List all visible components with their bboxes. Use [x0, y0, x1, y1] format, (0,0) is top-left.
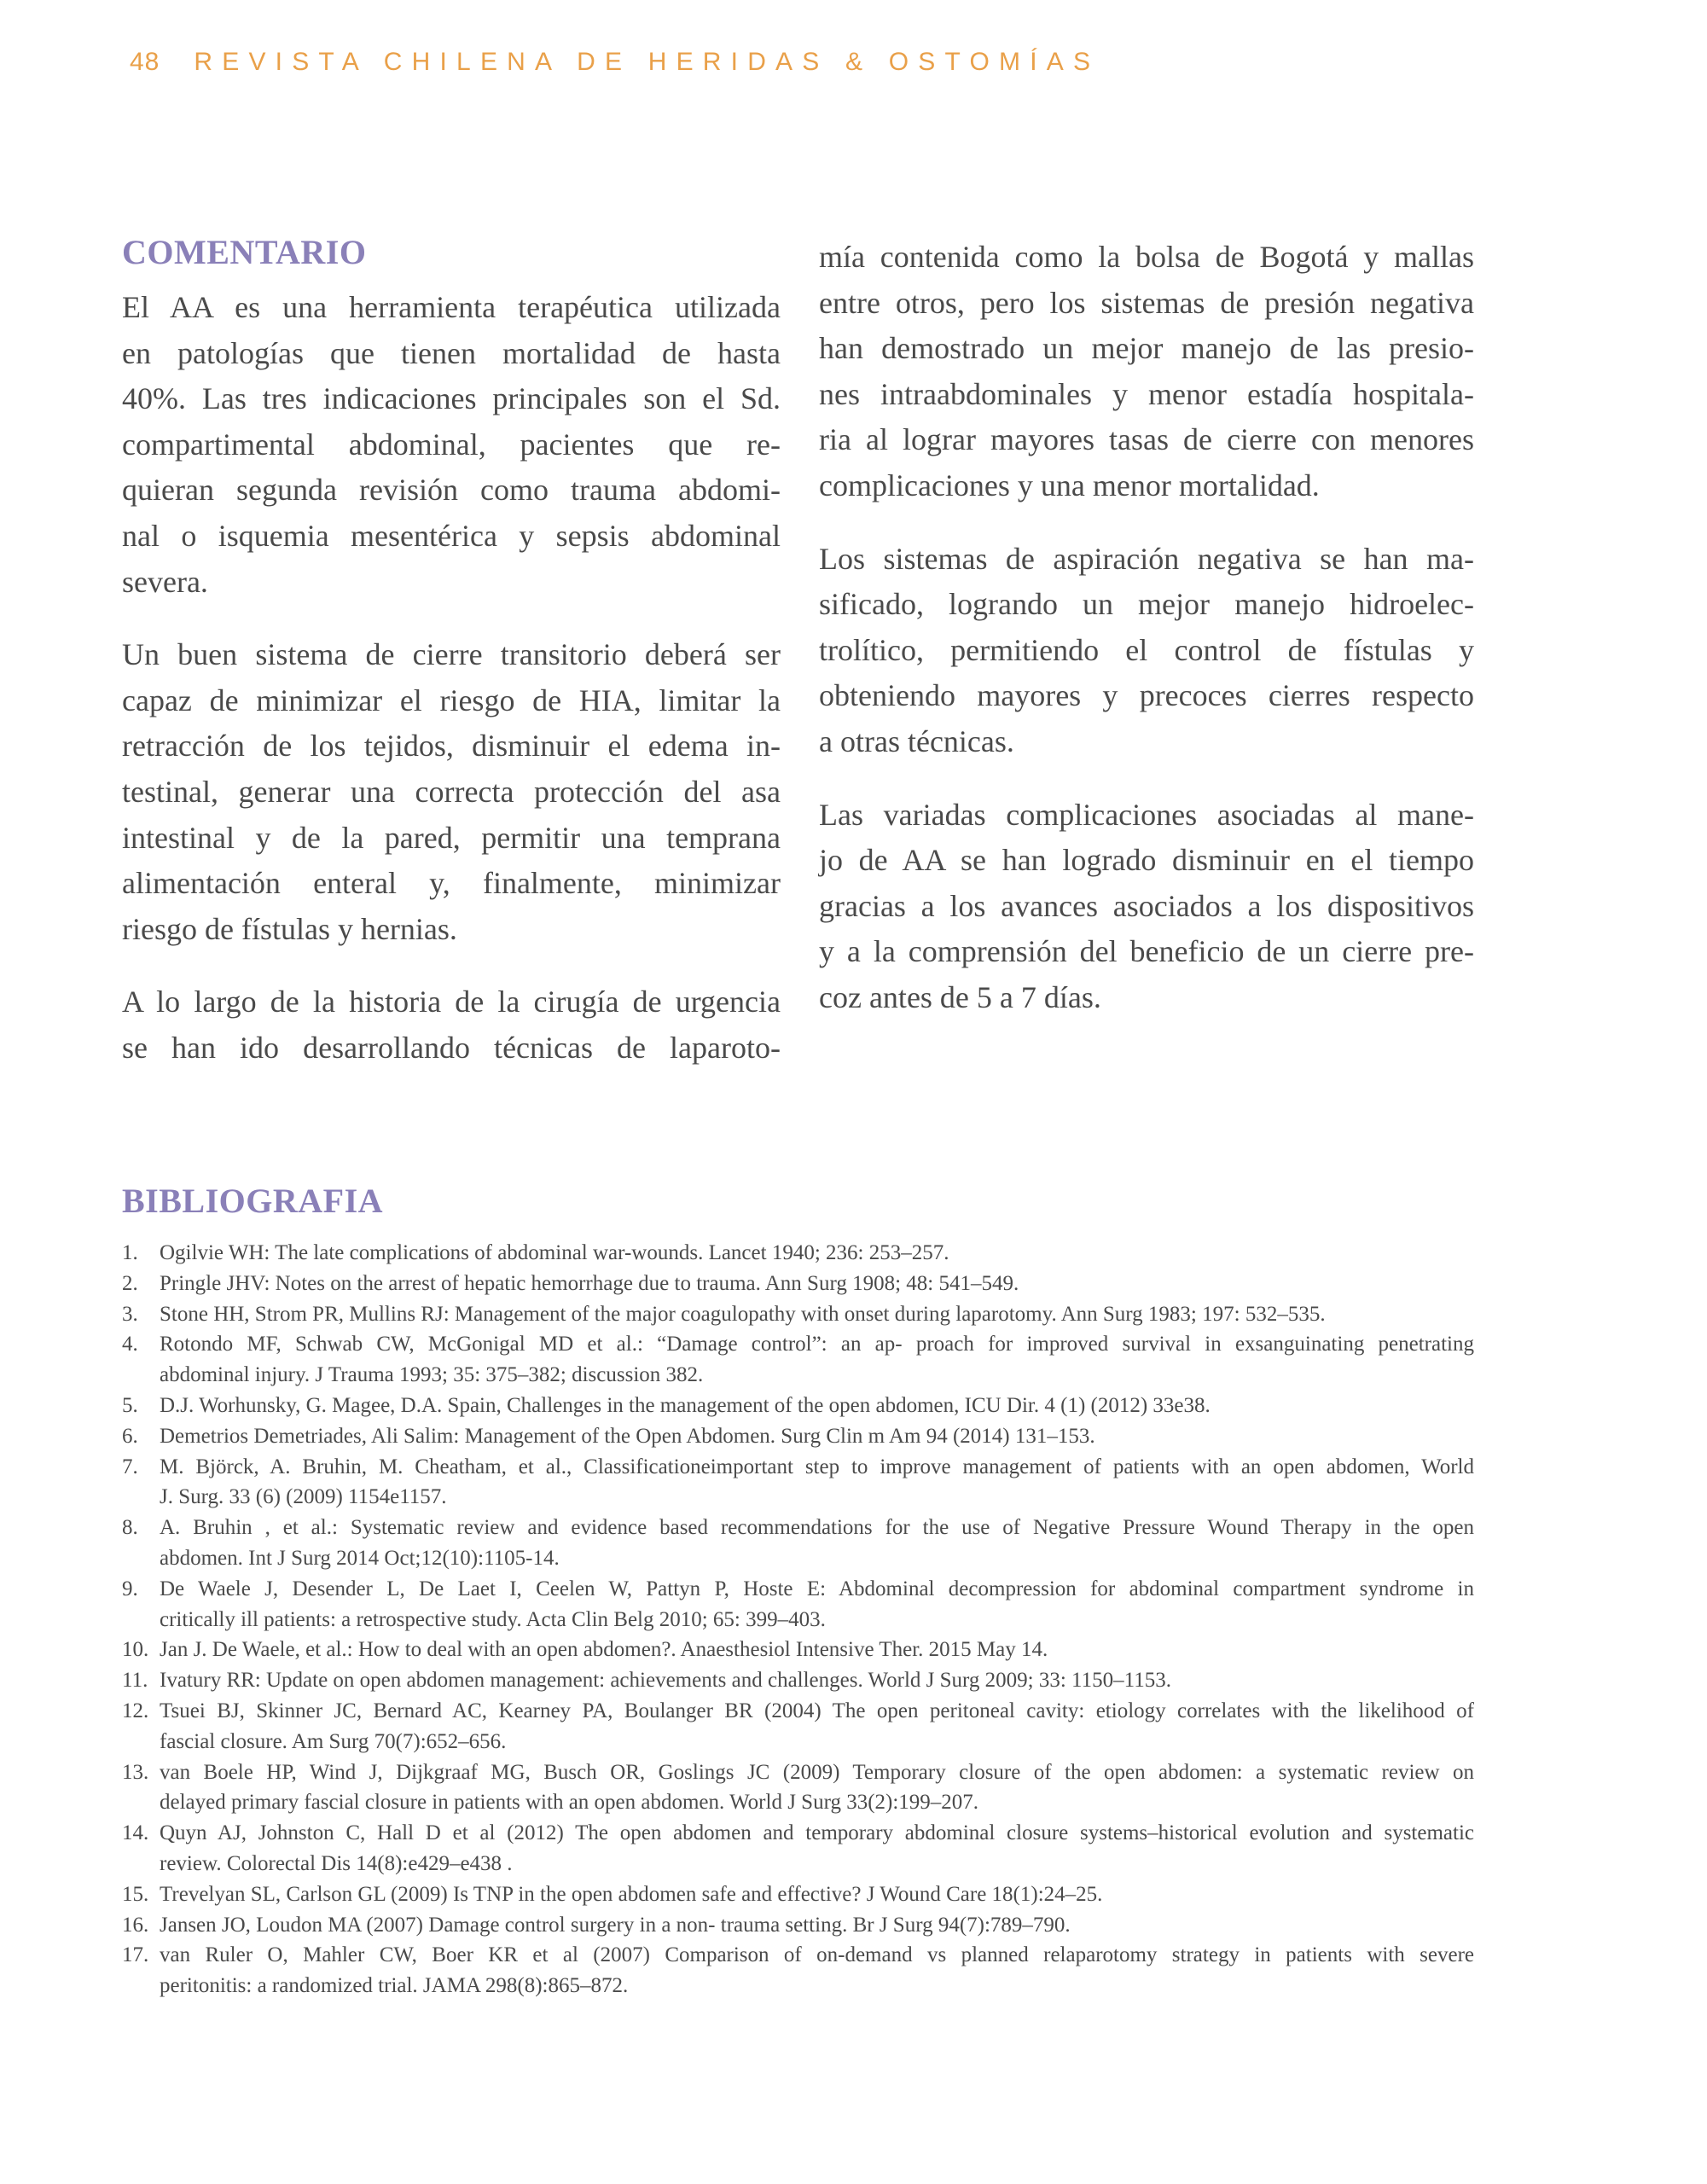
bibliography-line: delayed primary fascial closure in patients with an open abdomen. World J Surg 33(2):199–207. — [160, 1791, 979, 1815]
text-line: a otras técnicas. — [819, 723, 1014, 758]
text-line: jo de AA se han logrado disminuir en el tiempo — [819, 843, 1474, 878]
bibliography-line: Trevelyan SL, Carlson GL (2009) Is TNP in the open abdomen safe and effective? J Wound Care 18(1):24–25. — [160, 1882, 1103, 1906]
bibliography-text — [160, 1910, 1474, 1941]
bibliography-number: 14. — [122, 1821, 149, 1845]
section-title-bibliografia: BIBLIOGRAFIA — [122, 1182, 384, 1220]
bibliography-text — [160, 1452, 1474, 1513]
bibliography-line: Demetrios Demetriades, Ali Salim: Management of the Open Abdomen. Surg Clin m Am 94 (2014) 131–153. — [160, 1424, 1095, 1448]
bibliography-number: 13. — [122, 1760, 149, 1784]
bibliography-number: 9. — [122, 1577, 138, 1600]
bibliography-line: review. Colorectal Dis 14(8):e429–e438 . — [160, 1851, 513, 1875]
bibliography-line: peritonitis: a randomized trial. JAMA 298(8):865–872. — [160, 1974, 629, 1998]
paragraph — [819, 793, 1474, 1021]
text-line: coz antes de 5 a 7 días. — [819, 979, 1101, 1014]
bibliography-number: 3. — [122, 1302, 138, 1326]
bibliography-line: Stone HH, Strom PR, Mullins RJ: Management of the major coagulopathy with onset during laparotomy. Ann Surg 1983; 197: 532–535. — [160, 1302, 1326, 1326]
bibliography-text — [160, 1391, 1474, 1421]
bibliography-text — [160, 1574, 1474, 1635]
bibliography-item — [122, 1635, 1474, 1665]
bibliography-line: van Boele HP, Wind J, Dijkgraaf MG, Busch OR, Goslings JC (2009) Temporary closure of the open abdomen: a systematic review on — [160, 1760, 1474, 1784]
bibliography-number: 15. — [122, 1882, 149, 1906]
text-line: sificado, logrando un mejor manejo hidroelec- — [819, 587, 1474, 622]
bibliography-list — [122, 1238, 1474, 2001]
text-line: en patologías que tienen mortalidad de hasta — [122, 335, 781, 370]
bibliography-text — [160, 1238, 1474, 1269]
bibliography-number: 12. — [122, 1699, 149, 1722]
bibliography-line: Jan J. De Waele, et al.: How to deal with an open abdomen?. Anaesthesiol Intensive Ther. 2015 May 14. — [160, 1638, 1048, 1662]
text-line: severa. — [122, 564, 208, 599]
bibliography-item — [122, 1452, 1474, 1513]
bibliography-number: 8. — [122, 1516, 138, 1540]
bibliography-line: fascial closure. Am Surg 70(7):652–656. — [160, 1729, 507, 1753]
comentario-left-column — [122, 285, 781, 1072]
text-line: Un buen sistema de cierre transitorio deberá ser — [122, 637, 781, 672]
text-line: mía contenida como la bolsa de Bogotá y mallas — [819, 240, 1474, 274]
bibliography-item — [122, 1665, 1474, 1696]
text-line: A lo largo de la historia de la cirugía de urgencia — [122, 985, 781, 1019]
text-line: y a la comprensión del beneficio de un cierre pre- — [819, 934, 1474, 969]
bibliography-number: 10. — [122, 1638, 149, 1662]
bibliography-item — [122, 1940, 1474, 2001]
page-number: 48 — [130, 48, 160, 76]
bibliography-item — [122, 1910, 1474, 1941]
bibliography-number: 1. — [122, 1241, 138, 1264]
paragraph — [122, 285, 781, 605]
text-line: ria al lograr mayores tasas de cierre con menores — [819, 422, 1474, 457]
bibliography-text — [160, 1665, 1474, 1696]
bibliography-number: 6. — [122, 1424, 138, 1448]
bibliography-line: J. Surg. 33 (6) (2009) 1154e1157. — [160, 1485, 447, 1509]
text-line: riesgo de fístulas y hernias. — [122, 911, 457, 946]
bibliography-number: 4. — [122, 1333, 138, 1356]
text-line: complicaciones y una menor mortalidad. — [819, 468, 1320, 502]
bibliography-text — [160, 1635, 1474, 1665]
paragraph — [122, 979, 781, 1071]
bibliography-line: van Ruler O, Mahler CW, Boer KR et al (2007) Comparison of on-demand vs planned relaparotomy strategy in patients with severe — [160, 1943, 1474, 1967]
bibliography-line: D.J. Worhunsky, G. Magee, D.A. Spain, Challenges in the management of the open abdomen, ICU Dir. 4 (1) (2012) 33e38. — [160, 1393, 1211, 1417]
bibliography-number: 17. — [122, 1943, 149, 1967]
text-line: Los sistemas de aspiración negativa se han ma- — [819, 541, 1474, 576]
bibliography-number: 11. — [122, 1669, 148, 1693]
paragraph — [122, 632, 781, 952]
paragraph — [819, 537, 1474, 765]
bibliography-text — [160, 1696, 1474, 1757]
text-line: 40%. Las tres indicaciones principales son el Sd. — [122, 381, 781, 416]
bibliography-item — [122, 1329, 1474, 1391]
bibliography-text — [160, 1299, 1474, 1330]
text-line: intestinal y de la pared, permitir una temprana — [122, 820, 781, 855]
text-line: trolítico, permitiendo el control de fístulas y — [819, 632, 1474, 667]
text-line: quieran segunda revisión como trauma abdomi- — [122, 473, 781, 508]
bibliography-number: 7. — [122, 1455, 138, 1478]
bibliography-text — [160, 1513, 1474, 1574]
bibliography-text — [160, 1757, 1474, 1819]
text-line: entre otros, pero los sistemas de presión negativa — [819, 285, 1474, 320]
bibliography-line: De Waele J, Desender L, De Laet I, Ceelen W, Pattyn P, Hoste E: Abdominal decompression for abdominal compartment syndrome in — [160, 1577, 1474, 1600]
text-line: capaz de minimizar el riesgo de HIA, limitar la — [122, 682, 781, 717]
bibliography-text — [160, 1940, 1474, 2001]
text-line: han demostrado un mejor manejo de las presio- — [819, 331, 1474, 366]
text-line: obteniendo mayores y precoces cierres respecto — [819, 678, 1474, 713]
bibliography-text — [160, 1421, 1474, 1452]
bibliography-item — [122, 1818, 1474, 1879]
bibliography-line: Pringle JHV: Notes on the arrest of hepatic hemorrhage due to trauma. Ann Surg 1908; 48: 541–549. — [160, 1271, 1019, 1295]
text-line: nal o isquemia mesentérica y sepsis abdominal — [122, 518, 781, 553]
comentario-right-column — [819, 235, 1474, 1021]
text-line: gracias a los avances asociados a los dispositivos — [819, 888, 1474, 923]
bibliography-line: Jansen JO, Loudon MA (2007) Damage control surgery in a non- trauma setting. Br J Surg 94(7):789–790. — [160, 1913, 1071, 1937]
text-line: se han ido desarrollando técnicas de laparoto- — [122, 1030, 781, 1065]
bibliography-number: 16. — [122, 1913, 149, 1937]
bibliography-text — [160, 1329, 1474, 1391]
bibliography-number: 2. — [122, 1271, 138, 1295]
bibliography-line: Ivatury RR: Update on open abdomen management: achievements and challenges. World J Surg 2009; 33: 1150–1153. — [160, 1669, 1171, 1693]
bibliography-item — [122, 1238, 1474, 1269]
bibliography-item — [122, 1421, 1474, 1452]
bibliography-item — [122, 1696, 1474, 1757]
bibliography-item — [122, 1513, 1474, 1574]
bibliography-text — [160, 1879, 1474, 1910]
text-line: alimentación enteral y, finalmente, minimizar — [122, 866, 781, 901]
bibliography-item — [122, 1574, 1474, 1635]
bibliography-number: 5. — [122, 1393, 138, 1417]
bibliography-line: Ogilvie WH: The late complications of abdominal war-wounds. Lancet 1940; 236: 253–257. — [160, 1241, 949, 1264]
running-header — [130, 48, 1100, 77]
bibliography-item — [122, 1879, 1474, 1910]
text-line: compartimental abdominal, pacientes que re- — [122, 427, 781, 462]
bibliography-line: critically ill patients: a retrospective study. Acta Clin Belg 2010; 65: 399–403. — [160, 1607, 826, 1631]
section-title-comentario: COMENTARIO — [122, 233, 367, 271]
paragraph — [819, 235, 1474, 509]
bibliography-item — [122, 1757, 1474, 1819]
bibliography-line: Tsuei BJ, Skinner JC, Bernard AC, Kearney PA, Boulanger BR (2004) The open peritoneal cavity: etiology correlates with the likelihood of — [160, 1699, 1474, 1722]
journal-title: REVISTA CHILENA DE HERIDAS & OSTOMÍAS — [194, 48, 1100, 76]
text-line: El AA es una herramienta terapéutica utilizada — [122, 290, 781, 324]
bibliography-line: Rotondo MF, Schwab CW, McGonigal MD et al.: “Damage control”: an ap- proach for improved survival in exsanguinating penetrating — [160, 1333, 1474, 1356]
bibliography-line: abdomen. Int J Surg 2014 Oct;12(10):1105-14. — [160, 1546, 560, 1570]
bibliography-item — [122, 1269, 1474, 1299]
text-line: testinal, generar una correcta protección del asa — [122, 774, 781, 809]
bibliography-line: abdominal injury. J Trauma 1993; 35: 375–382; discussion 382. — [160, 1363, 704, 1387]
bibliography-line: A. Bruhin , et al.: Systematic review and evidence based recommendations for the use of Negative Pressure Wound Therapy in the open — [160, 1516, 1474, 1540]
bibliography-text — [160, 1269, 1474, 1299]
bibliography-item — [122, 1391, 1474, 1421]
bibliography-line: Quyn AJ, Johnston C, Hall D et al (2012) The open abdomen and temporary abdominal closure systems–historical evolution and systematic — [160, 1821, 1474, 1845]
text-line: nes intraabdominales y menor estadía hospitala- — [819, 376, 1474, 411]
bibliography-line: M. Björck, A. Bruhin, M. Cheatham, et al., Classificationeimportant step to improve management of patients with an open abdomen, World — [160, 1455, 1474, 1478]
bibliography-text — [160, 1818, 1474, 1879]
text-line: retracción de los tejidos, disminuir el edema in- — [122, 729, 781, 764]
text-line: Las variadas complicaciones asociadas al mane- — [819, 797, 1474, 832]
bibliography-item — [122, 1299, 1474, 1330]
